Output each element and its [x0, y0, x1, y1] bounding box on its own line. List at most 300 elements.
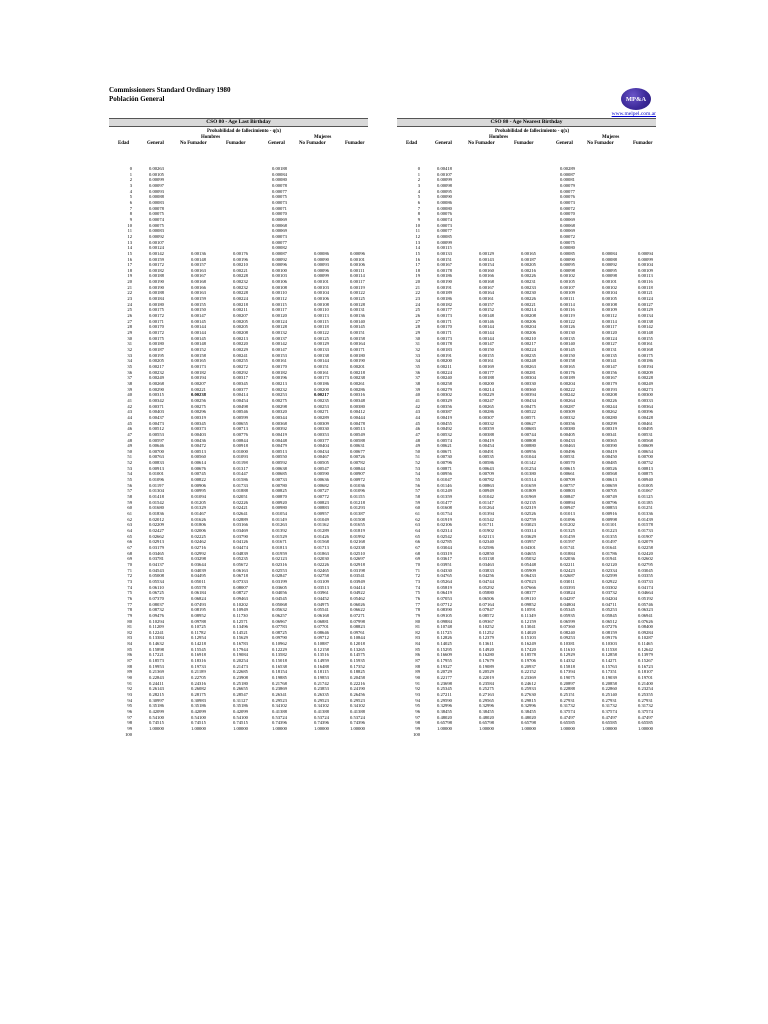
- table-cell: 0.00733: [272, 477, 287, 483]
- table-cell: 0.25275: [479, 686, 494, 692]
- table-cell: 0.00949: [479, 488, 494, 494]
- table-cell: 0.00190: [437, 279, 452, 285]
- table-title: CSO 80 - Age Nearest Birthday: [397, 118, 656, 127]
- table-cell: 0.03298: [191, 556, 206, 562]
- table-cell: 0.14020: [521, 629, 536, 635]
- table-cell: 91: [127, 680, 132, 686]
- table-cell: 0.00290: [149, 386, 164, 392]
- table-cell: 0.01289: [314, 528, 329, 533]
- table-cell: 0.13516: [314, 652, 329, 658]
- col-women-fumador: Fumador: [345, 140, 365, 146]
- table-cell: 0.00463: [560, 443, 575, 449]
- table-cell: 0.04975: [314, 601, 329, 607]
- table-cell: 0.54100: [191, 714, 206, 720]
- table-cell: 0.18825: [350, 669, 365, 675]
- table-cell: 0.00495: [638, 426, 653, 432]
- table-cell: 0.10287: [638, 635, 653, 641]
- table-cell: 0.11252: [479, 629, 494, 635]
- table-cell: 0.00096: [350, 250, 365, 256]
- table-cell: 0.02051: [233, 494, 248, 500]
- col-men-no-fumador: No Fumador: [180, 140, 207, 146]
- table-cell: 0.01142: [521, 460, 536, 466]
- table-cell: 0.03138: [479, 556, 494, 562]
- table-cell: 0.00201: [350, 363, 365, 369]
- table-cell: 0.00196: [272, 375, 287, 381]
- table-cell: 0.00069: [560, 216, 575, 222]
- table-cell: 0.00188: [149, 290, 164, 296]
- table-cell: 0.01387: [350, 511, 365, 517]
- table-cell: 0.65585: [602, 720, 617, 726]
- table-cell: 0.08952: [191, 612, 206, 618]
- table-cell: 0.00101: [314, 279, 329, 285]
- table-cell: 0.00727: [314, 488, 329, 494]
- table-cell: 0.00671: [437, 448, 452, 454]
- table-cell: 0.05235: [233, 556, 248, 562]
- table-cell: 23: [127, 296, 132, 302]
- table-cell: 0.00088: [149, 194, 164, 200]
- table-cell: 82: [127, 629, 132, 635]
- table-cell: 0.00685: [272, 471, 287, 477]
- table-cell: 0.29523: [272, 697, 287, 703]
- table-cell: 0.00098: [437, 182, 452, 188]
- table-cell: 73: [415, 578, 420, 584]
- table-cell: 34: [127, 358, 132, 364]
- table-cell: 0.00108: [314, 301, 329, 307]
- table-cell: 0.06967: [272, 618, 287, 624]
- table-cell: 0.00073: [560, 199, 575, 205]
- table-cell: 28: [415, 324, 420, 330]
- table-cell: 0.01806: [191, 522, 206, 528]
- table-cell: 0.00404: [314, 443, 329, 449]
- table-cell: 0.00144: [191, 330, 206, 336]
- table-cell: 0.00844: [350, 465, 365, 471]
- table-cell: 21: [127, 284, 132, 290]
- table-cell: 63: [127, 522, 132, 528]
- table-cell: 0.09712: [314, 635, 329, 641]
- table-cell: 0.00099: [638, 256, 653, 262]
- table-cell: 0.03957: [521, 539, 536, 545]
- table-cell: 0.00165: [521, 250, 536, 256]
- table-cell: 0.74396: [314, 720, 329, 726]
- table-cell: 0.01741: [560, 544, 575, 550]
- table-cell: 0.00120: [602, 330, 617, 336]
- table-cell: 0.15545: [191, 646, 206, 652]
- table-cell: 19: [127, 273, 132, 279]
- table-cell: 0.00776: [233, 431, 248, 437]
- table-cell: 0.05462: [350, 595, 365, 601]
- table-cell: 0.02586: [479, 544, 494, 550]
- table-cell: 0.02462: [191, 539, 206, 545]
- table-cell: 0.03541: [350, 573, 365, 579]
- table-cell: 0.00187: [149, 347, 164, 352]
- table-cell: 0.00833: [149, 460, 164, 466]
- table-cell: 0.04655: [521, 550, 536, 556]
- table-body: [109, 166, 368, 737]
- table-cell: 0.00394: [521, 392, 536, 398]
- table-cell: 0.08823: [350, 624, 365, 630]
- table-cell: 0.31732: [560, 703, 575, 709]
- table-cell: 0.03949: [350, 578, 365, 584]
- table-cell: 0.00114: [602, 318, 617, 324]
- table-cell: 0.01147: [479, 499, 494, 505]
- table-cell: 70: [127, 561, 132, 567]
- table-cell: 84: [415, 641, 420, 647]
- table-cell: 0.07271: [350, 612, 365, 618]
- table-cell: 61: [415, 511, 420, 517]
- table-title: CSO 80 - Age Last Birthday: [109, 118, 368, 127]
- table-cell: 0.01394: [479, 511, 494, 517]
- table-cell: 2: [417, 177, 420, 183]
- table-cell: 0.00166: [479, 273, 494, 279]
- table-cell: 0.00078: [149, 205, 164, 211]
- table-cell: 0.08007: [233, 584, 248, 590]
- table-cell: 0.06725: [149, 590, 164, 596]
- table-cell: 0.00148: [479, 313, 494, 319]
- table-cell: 0.03319: [437, 550, 452, 556]
- table-cell: 0.16280: [479, 652, 494, 658]
- table-cell: 0.02012: [149, 516, 164, 522]
- table-cell: 0.01359: [437, 494, 452, 500]
- table-cell: 0.00405: [560, 431, 575, 437]
- table-cell: 0.01101: [602, 522, 617, 528]
- table-cell: 0.08037: [149, 601, 164, 607]
- table-cell: 100: [125, 731, 132, 737]
- table-cell: 54: [415, 471, 420, 477]
- table-cell: 89: [415, 669, 420, 675]
- table-cell: 0.00068: [272, 222, 287, 228]
- table-cell: 0.11730: [233, 612, 248, 618]
- table-cell: 0.00191: [437, 284, 452, 290]
- table-cell: 0.00403: [149, 409, 164, 415]
- table-cell: 0.00796: [602, 499, 617, 505]
- table-cell: 0.00253: [314, 403, 329, 409]
- table-cell: 7: [417, 205, 420, 211]
- table-cell: 0.00093: [314, 262, 329, 268]
- table-cell: 0.00142: [272, 341, 287, 347]
- table-cell: 0.00076: [560, 194, 575, 200]
- table-cell: 0.00258: [437, 380, 452, 386]
- table-cell: 43: [415, 409, 420, 415]
- table-cell: 0.17352: [350, 663, 365, 669]
- table-cell: 0.00232: [272, 386, 287, 392]
- table-cell: 0.00214: [479, 386, 494, 392]
- table-cell: 0.00211: [437, 363, 452, 369]
- table-cell: 0.00205: [233, 318, 248, 324]
- table-cell: 0.04204: [602, 595, 617, 601]
- table-cell: 0.00159: [149, 256, 164, 262]
- table-cell: 0.00068: [560, 222, 575, 228]
- table-cell: 0.00359: [479, 426, 494, 432]
- table-cell: 0.00880: [521, 443, 536, 449]
- table-cell: 51: [127, 454, 132, 460]
- table-cell: 0.08390: [437, 607, 452, 613]
- table-cell: 0.00272: [233, 363, 248, 369]
- table-cell: 0.00450: [602, 454, 617, 460]
- table-cell: 0.00075: [560, 239, 575, 245]
- table-cell: 0.05845: [602, 612, 617, 618]
- table-cell: 0.00345: [191, 420, 206, 426]
- table-cell: 0.00526: [602, 465, 617, 471]
- table-cell: 0.01013: [560, 511, 575, 517]
- table-row: [397, 732, 656, 738]
- table-cell: 0.12826: [437, 635, 452, 641]
- table-cell: 17: [127, 262, 132, 268]
- table-cell: 0.03617: [437, 556, 452, 562]
- table-cell: 0.00102: [602, 284, 617, 290]
- table-cell: 0.04922: [350, 590, 365, 596]
- table-cell: 0.00570: [560, 460, 575, 466]
- table-cell: 0.00271: [314, 409, 329, 415]
- table-cell: 0.00373: [191, 426, 206, 432]
- table-cell: 0.00253: [272, 392, 287, 398]
- table-cell: 0.07783: [272, 624, 287, 630]
- table-cell: 0.65798: [437, 720, 452, 726]
- table-cell: 0.01205: [191, 499, 206, 505]
- table-cell: 0.16488: [314, 663, 329, 669]
- table-cell: 49: [415, 443, 420, 449]
- table-cell: 46: [415, 426, 420, 432]
- table-cell: 0.00368: [272, 420, 287, 426]
- table-cell: 0.03824: [560, 590, 575, 596]
- table-cell: 0.00080: [272, 177, 287, 183]
- table-cell: 0.00229: [233, 347, 248, 352]
- table-cell: 0.00222: [560, 386, 575, 392]
- table-cell: 0.15763: [602, 663, 617, 669]
- table-cell: 0.22685: [233, 669, 248, 675]
- table-cell: 0.17955: [437, 658, 452, 664]
- table-cell: 16: [415, 256, 420, 262]
- table-cell: 0.01096: [560, 516, 575, 522]
- table-cell: 0.04664: [638, 590, 653, 596]
- table-cell: 0.00264: [560, 397, 575, 403]
- table-cell: 0.34102: [350, 703, 365, 709]
- table-cell: 0.48020: [437, 714, 452, 720]
- table-cell: 0.27931: [602, 697, 617, 703]
- table-cell: 0.00560: [191, 454, 206, 460]
- table-cell: 0.08646: [314, 629, 329, 635]
- table-cell: 0.19953: [149, 663, 164, 669]
- table-cell: 0.00072: [560, 205, 575, 211]
- table-cell: 0.00157: [479, 301, 494, 307]
- table-cell: 52: [127, 460, 132, 466]
- table-cell: 0.00090: [560, 256, 575, 262]
- table-cell: 50: [127, 448, 132, 454]
- table-cell: 0.01426: [314, 533, 329, 539]
- table-cell: 0.00144: [479, 335, 494, 341]
- table-cell: 0.00170: [272, 363, 287, 369]
- table-cell: 85: [127, 646, 132, 652]
- table-cell: 0.00136: [350, 313, 365, 319]
- table-cell: 0.00095: [602, 267, 617, 273]
- table-cell: 0.35186: [149, 703, 164, 709]
- table-cell: 0.01542: [149, 499, 164, 505]
- table-cell: 0.17221: [149, 652, 164, 658]
- table-cell: 91: [415, 680, 420, 686]
- table-cell: 0.00437: [149, 414, 164, 420]
- table-cell: 0.02135: [521, 499, 536, 505]
- table-cell: 34: [415, 358, 420, 364]
- table-cell: 74: [127, 584, 132, 590]
- table-cell: 0.00069: [560, 228, 575, 234]
- table-cell: 56: [415, 482, 420, 488]
- table-cell: 0.08725: [272, 629, 287, 635]
- table-cell: 76: [127, 595, 132, 601]
- table-cell: 0.05935: [560, 612, 575, 618]
- table-cell: 0.11209: [149, 624, 164, 630]
- table-cell: 0.00472: [191, 443, 206, 449]
- table-cell: 0.02992: [191, 550, 206, 556]
- table-cell: 4: [417, 188, 420, 194]
- table-cell: 0.00380: [350, 403, 365, 409]
- table-cell: 68: [415, 550, 420, 556]
- table-cell: 0.02314: [437, 528, 452, 533]
- table-cell: 0.00894: [560, 499, 575, 505]
- table-cell: 0.41388: [350, 709, 365, 714]
- table-cell: 0.00304: [521, 375, 536, 381]
- table-cell: 0.07053: [437, 595, 452, 601]
- table-cell: 0.00627: [521, 420, 536, 426]
- table-cell: 0.20858: [602, 680, 617, 686]
- table-cell: 0.00682: [314, 482, 329, 488]
- table-cell: 0.05534: [149, 578, 164, 584]
- table-cell: 0.00360: [521, 386, 536, 392]
- table-cell: 0.00144: [191, 324, 206, 330]
- table-cell: 0.00189: [560, 375, 575, 381]
- table-cell: 0.01439: [638, 516, 653, 522]
- table-cell: 0.00316: [350, 392, 365, 398]
- table-cell: 0.00086: [437, 199, 452, 205]
- table-cell: 0.00165: [560, 363, 575, 369]
- table-cell: 61: [127, 511, 132, 517]
- table-cell: 84: [127, 641, 132, 647]
- table-cell: 0.00158: [350, 335, 365, 341]
- table-cell: 5: [129, 194, 132, 200]
- table-cell: 0.05909: [521, 567, 536, 573]
- table-cell: 87: [415, 658, 420, 664]
- table-cell: 0.00204: [521, 324, 536, 330]
- table-cell: 18: [127, 267, 132, 273]
- table-cell: 0.03629: [521, 533, 536, 539]
- table-cell: 0.06110: [149, 584, 164, 590]
- table-cell: 0.00208: [602, 392, 617, 398]
- table-cell: 0.00248: [521, 358, 536, 364]
- table-cell: 0.00111: [350, 267, 365, 273]
- table-cell: 0.37574: [560, 709, 575, 714]
- table-cell: 0.00247: [479, 397, 494, 403]
- table-cell: 0.00870: [272, 494, 287, 500]
- table-cell: 0.00705: [602, 488, 617, 494]
- table-cell: 0.00461: [638, 420, 653, 426]
- table-cell: 0.00221: [191, 386, 206, 392]
- table-cell: 0.01863: [314, 550, 329, 556]
- table-cell: 0.00136: [191, 250, 206, 256]
- table-cell: 0.00168: [479, 279, 494, 285]
- table-cell: 26: [127, 313, 132, 319]
- table-cell: 0.12229: [272, 646, 287, 652]
- table-cell: 0.00189: [437, 290, 452, 296]
- title-line-2: Población General: [109, 94, 165, 103]
- table-cell: 0.26143: [149, 686, 164, 692]
- table-cell: 0.01197: [149, 482, 164, 488]
- table-cell: 0.06941: [638, 612, 653, 618]
- table-cell: 0.14025: [437, 641, 452, 647]
- table-cell: 39: [415, 386, 420, 392]
- table-cell: 0.09884: [437, 618, 452, 624]
- table-cell: 0.00380: [560, 426, 575, 432]
- table-cell: 0.07164: [479, 601, 494, 607]
- table-cell: 0.00822: [191, 477, 206, 483]
- table-cell: 0.27630: [521, 692, 536, 698]
- table-cell: 0.00235: [521, 352, 536, 358]
- table-cell: 0.00419: [602, 448, 617, 454]
- table-cell: 0.00263: [521, 363, 536, 369]
- table-cell: 0.00151: [350, 330, 365, 336]
- table-cell: 0.01919: [437, 516, 452, 522]
- table-cell: 0.01626: [191, 516, 206, 522]
- table-cell: 0.11610: [560, 646, 575, 652]
- table-cell: 0.15935: [350, 658, 365, 664]
- table-cell: 0.00356: [437, 403, 452, 409]
- table-cell: 0.01586: [233, 477, 248, 483]
- table-cell: 0.25933: [521, 686, 536, 692]
- table-cell: 0.00302: [437, 392, 452, 398]
- table-cell: 78: [415, 607, 420, 613]
- table-cell: 0.00119: [560, 313, 575, 319]
- table-cell: 0.01418: [149, 494, 164, 500]
- table-cell: 33: [127, 352, 132, 358]
- table-cell: 67: [415, 544, 420, 550]
- table-cell: 0.00597: [149, 437, 164, 443]
- table-cell: 0.01671: [272, 539, 287, 545]
- table-cell: 0.00289: [560, 166, 575, 171]
- table-cell: 0.03179: [149, 544, 164, 550]
- table-cell: 19: [415, 273, 420, 279]
- table-cell: 0.01047: [437, 477, 452, 483]
- table-cell: 0.06433: [521, 573, 536, 579]
- table-cell: 0.32996: [479, 703, 494, 709]
- table-cell: 0.00229: [479, 392, 494, 398]
- table-cell: 0.00300: [638, 392, 653, 398]
- table-cell: 0.65798: [479, 720, 494, 726]
- table-cell: 0.00240: [437, 375, 452, 381]
- table-cell: 36: [415, 369, 420, 375]
- table-cell: 0.38455: [437, 709, 452, 714]
- table-cell: 89: [127, 669, 132, 675]
- table-cell: 0.00152: [191, 347, 206, 352]
- table-cell: 0.02006: [191, 528, 206, 533]
- table-cell: 0.00135: [560, 335, 575, 341]
- table-cell: 0.08159: [602, 629, 617, 635]
- table-cell: 0.09852: [521, 601, 536, 607]
- table-cell: 0.00434: [314, 448, 329, 454]
- table-cell: 0.00455: [437, 420, 452, 426]
- table-cell: 0.37574: [602, 709, 617, 714]
- table-cell: 0.00549: [350, 431, 365, 437]
- table-cell: 0.30983: [191, 697, 206, 703]
- website-link[interactable]: www.melpel.com.ar: [611, 111, 656, 117]
- table-cell: 0.00956: [437, 471, 452, 477]
- table-cell: 0.53724: [272, 714, 287, 720]
- table-cell: 37: [127, 375, 132, 381]
- table-cell: 0.00107: [560, 284, 575, 290]
- table-cell: 0.00108: [602, 301, 617, 307]
- table-cell: 0.00106: [272, 279, 287, 285]
- table-cell: 0.74515: [233, 720, 248, 726]
- table-cell: 0.00454: [233, 397, 248, 403]
- table-cell: 0.00167: [479, 284, 494, 290]
- table-cell: 5: [417, 194, 420, 200]
- table-cell: 85: [415, 646, 420, 652]
